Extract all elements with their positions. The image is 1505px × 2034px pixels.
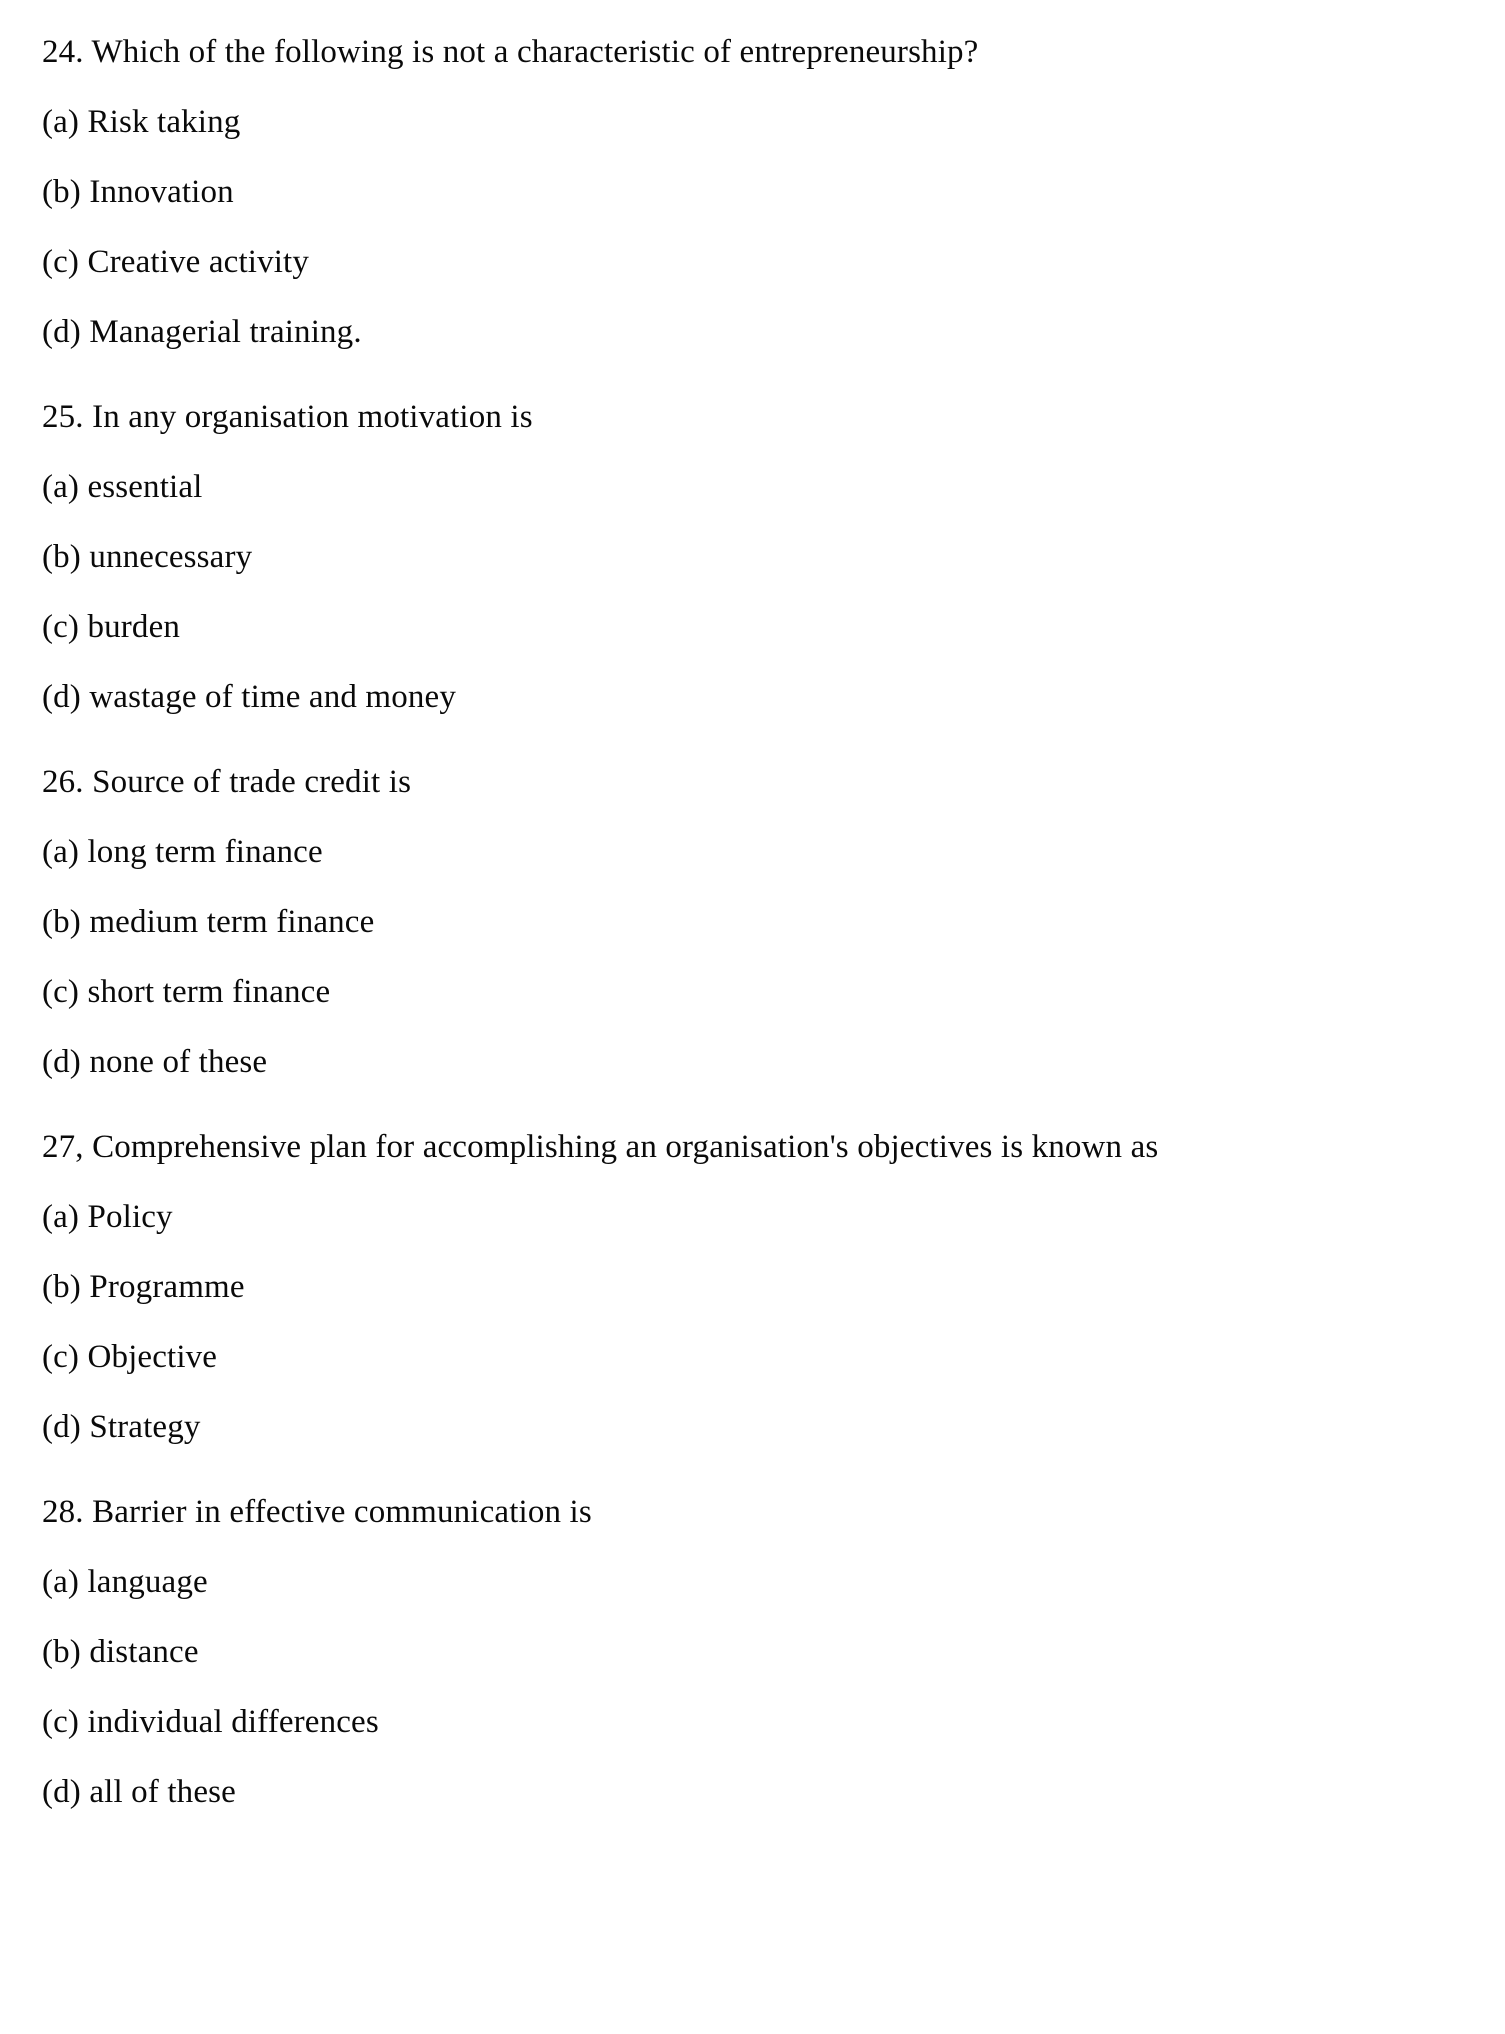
question-option[interactable]: (c) Creative activity — [42, 244, 310, 280]
question-option[interactable]: (a) long term finance — [42, 834, 323, 870]
question-option[interactable]: (b) medium term finance — [42, 904, 375, 940]
question-option[interactable]: (c) Objective — [42, 1339, 218, 1375]
question-stem: 27, Comprehensive plan for accomplishing an organisation's objectives is known as — [42, 1129, 1159, 1165]
question-option[interactable]: (c) burden — [42, 609, 181, 645]
question-option[interactable]: (d) Managerial training. — [42, 314, 362, 350]
question-stem: 24. Which of the following is not a characteristic of entrepreneurship? — [42, 34, 979, 70]
question-list — [42, 36, 1462, 1809]
question-stem: 25. In any organisation motivation is — [42, 399, 533, 435]
question-option[interactable]: (c) individual differences — [42, 1704, 379, 1740]
question-option[interactable]: (a) language — [42, 1564, 208, 1600]
question-block — [42, 401, 1462, 714]
question-option[interactable]: (b) distance — [42, 1634, 199, 1670]
question-stem: 26. Source of trade credit is — [42, 764, 412, 800]
question-option[interactable]: (d) all of these — [42, 1774, 236, 1810]
question-option[interactable]: (a) Risk taking — [42, 104, 241, 140]
question-option[interactable]: (d) Strategy — [42, 1409, 201, 1445]
question-stem: 28. Barrier in effective communication is — [42, 1494, 592, 1530]
question-block — [42, 1131, 1462, 1444]
question-block — [42, 36, 1462, 349]
question-block — [42, 1496, 1462, 1809]
question-block — [42, 766, 1462, 1079]
question-option[interactable]: (b) Innovation — [42, 174, 234, 210]
question-option[interactable]: (d) none of these — [42, 1044, 268, 1080]
question-option[interactable]: (c) short term finance — [42, 974, 331, 1010]
question-option[interactable]: (d) wastage of time and money — [42, 679, 456, 715]
question-option[interactable]: (b) Programme — [42, 1269, 245, 1305]
question-option[interactable]: (a) Policy — [42, 1199, 173, 1235]
question-option[interactable]: (a) essential — [42, 469, 203, 505]
question-option[interactable]: (b) unnecessary — [42, 539, 253, 575]
